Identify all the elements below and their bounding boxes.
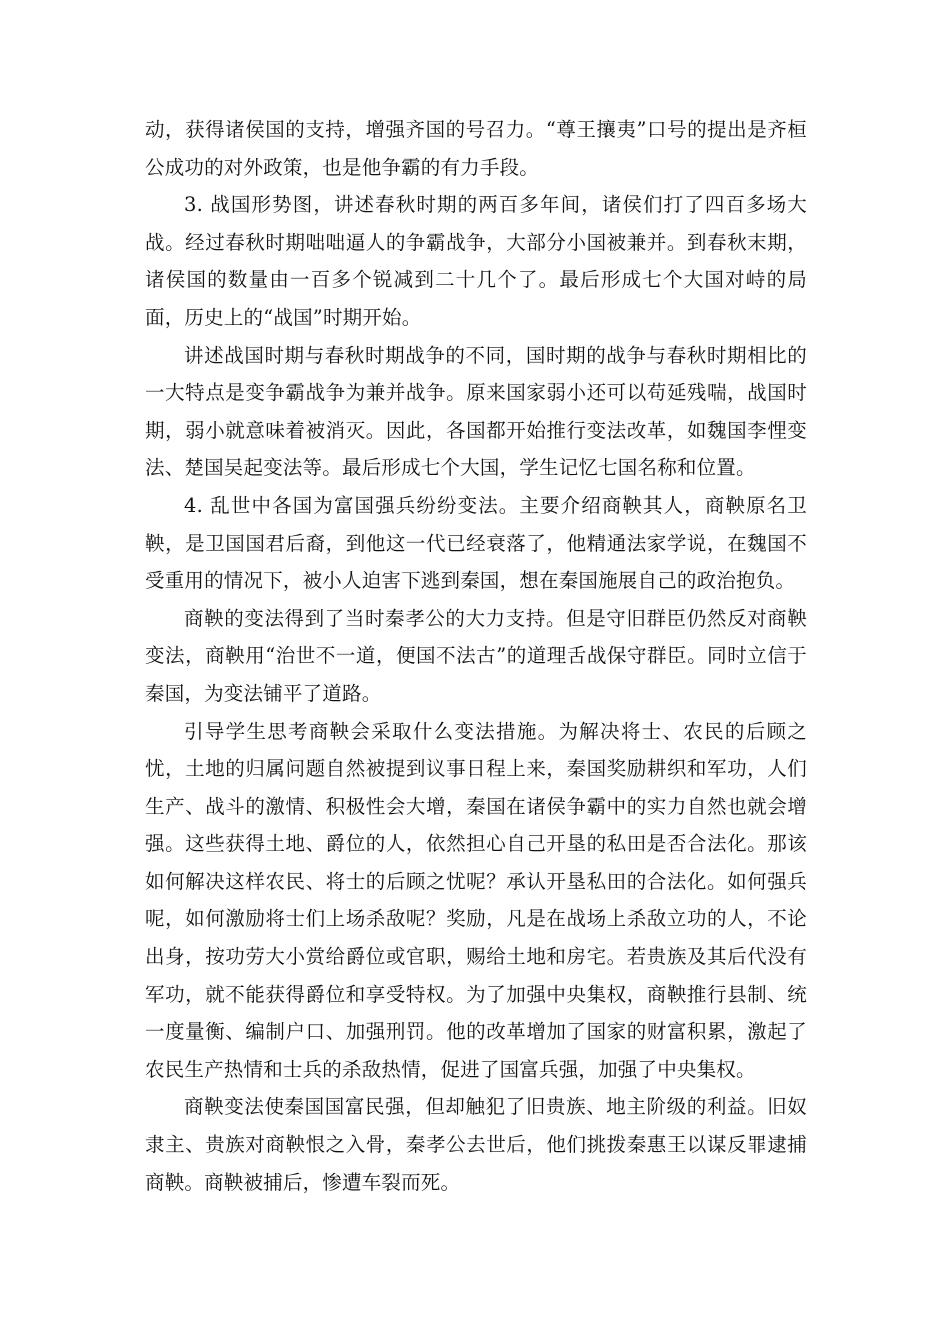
paragraph-shang-yang-fate: 商鞅变法使秦国国富民强，但却触犯了旧贵族、地主阶级的利益。旧奴隶主、贵族对商鞅恨之入骨，秦孝公去世后，他们挑拨秦惠王以谋反罪逮捕商鞅。商鞅被捕后，惨遭车裂而死。 [145,1095,807,1194]
paragraph-war-differences: 讲述战国时期与春秋时期战争的不同，国时期的战争与春秋时期相比的一大特点是变争霸战争为兼并战争。原来国家弱小还可以苟延残喘，战国时期，弱小就意味着被消灭。因此，各国都开始推行变法改革，如魏国李悝变法、楚国吴起变法等。最后形成七个大国，学生记忆七国名称和位置。 [145,343,807,480]
document-body [145,111,807,1201]
paragraph-warring-states-map: 3. 战国形势图，讲述春秋时期的两百多年间，诸侯们打了四百多场大战。经过春秋时期咄咄逼人的争霸战争，大部分小国被兼并。到春秋末期，诸侯国的数量由一百多个锐减到二十几个了。最后形成七个大国对峙的局面，历史上的“战国”时期开始。 [145,193,807,329]
paragraph-reform-support: 商鞅的变法得到了当时秦孝公的大力支持。但是守旧群臣仍然反对商鞅变法，商鞅用“治世不一道，便国不法古”的道理舌战保守群臣。同时立信于秦国，为变法铺平了道路。 [145,606,807,705]
paragraph-reform-measures: 引导学生思考商鞅会采取什么变法措施。为解决将士、农民的后顾之忧，土地的归属问题自然被提到议事日程上来，秦国奖励耕织和军功，人们生产、战斗的激情、积极性会大增，秦国在诸侯争霸中的实力自然也就会增强。这些获得土地、爵位的人，依然担心自己开垦的私田是否合法化。那该如何解决这样农民、将士的后顾之忧呢？承认开垦私田的合法化。如何强兵呢，如何激励将士们上场杀敌呢？奖励，凡是在战场上杀敌立功的人，不论出身，按功劳大小赏给爵位或官职，赐给土地和房宅。若贵族及其后代没有军功，就不能获得爵位和享受特权。为了加强中央集权，商鞅推行县制、统一度量衡、编制户口、加强刑罚。他的改革增加了国家的财富积累，激起了农民生产热情和士兵的杀敌热情，促进了国富兵强，加强了中央集权。 [145,719,807,1081]
paragraph-shang-yang-intro: 4. 乱世中各国为富国强兵纷纷变法。主要介绍商鞅其人，商鞅原名卫鞅，是卫国国君后裔，到他这一代已经衰落了，他精通法家学说，在魏国不受重用的情况下，被小人迫害下逃到秦国，想在秦国施展自己的政治抱负。 [145,493,807,593]
paragraph-continuation: 动，获得诸侯国的支持，增强齐国的号召力。“尊王攘夷”口号的提出是齐桓公成功的对外政策，也是他争霸的有力手段。 [145,118,807,179]
